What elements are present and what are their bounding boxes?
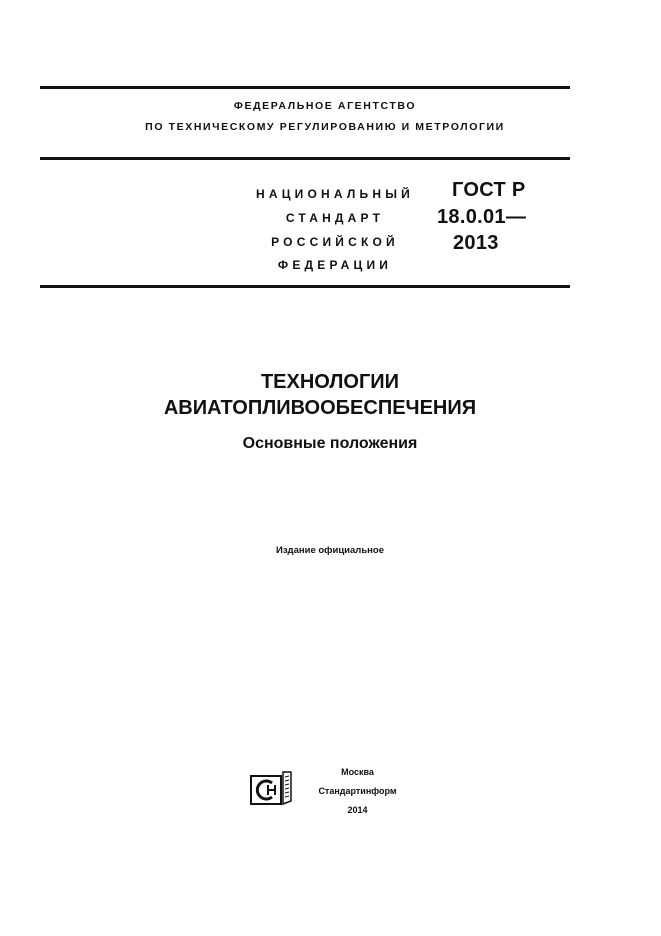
middle-rule — [40, 157, 570, 160]
edition-label: Издание официальное — [276, 545, 384, 556]
publisher-city: Москва — [341, 767, 374, 777]
standard-type-line3: РОССИЙСКОЙ — [271, 235, 399, 249]
document-title-line2: АВИАТОПЛИВООБЕСПЕЧЕНИЯ — [163, 397, 477, 419]
agency-name-line1: ФЕДЕРАЛЬНОЕ АГЕНТСТВО — [233, 100, 417, 112]
document-title-line1: ТЕХНОЛОГИИ — [260, 371, 400, 393]
designation-line1: ГОСТ Р — [452, 179, 526, 201]
agency-name-line2: ПО ТЕХНИЧЕСКОМУ РЕГУЛИРОВАНИЮ И МЕТРОЛОГИИ — [145, 121, 505, 133]
publisher-name: Стандартинформ — [318, 786, 397, 796]
top-rule — [40, 86, 570, 89]
publication-year: 2014 — [347, 805, 368, 815]
standard-type-line2: СТАНДАРТ — [285, 211, 385, 225]
standard-type-line4: ФЕДЕРАЦИИ — [277, 258, 393, 272]
standartinform-logo-icon — [250, 771, 292, 806]
document-subtitle: Основные положения — [242, 435, 418, 452]
standard-type-line1: НАЦИОНАЛЬНЫЙ — [255, 187, 415, 201]
designation-line2: 18.0.01— — [437, 206, 527, 228]
designation-line3: 2013 — [453, 232, 499, 254]
bottom-rule — [40, 285, 570, 288]
